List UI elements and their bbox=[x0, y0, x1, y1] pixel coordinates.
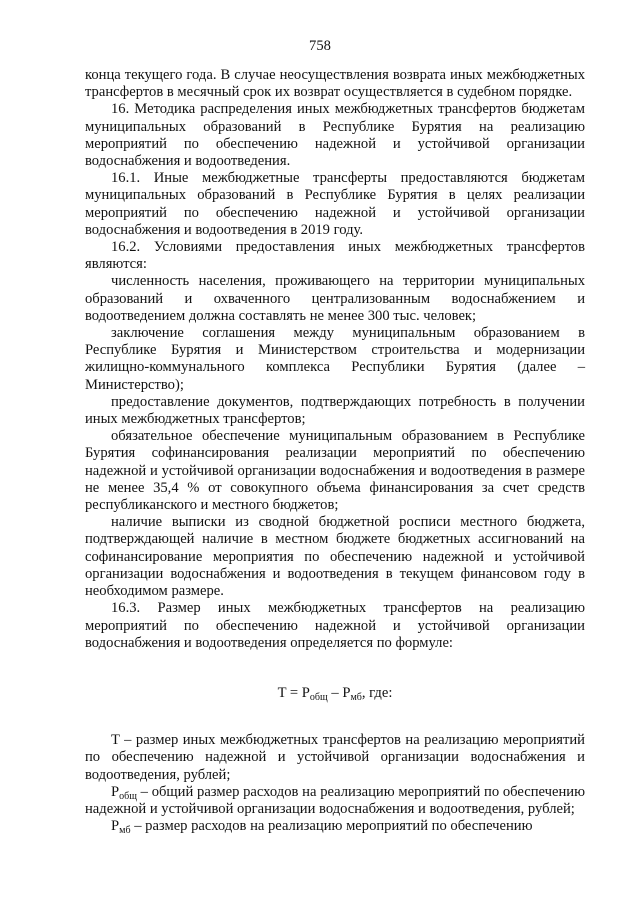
paragraph: 16.3. Размер иных межбюджетных трансфертов на реализацию мероприятий по обеспечению надежной и устойчивой организации водоснабжения и водоотведения определяется по формуле: bbox=[85, 600, 585, 651]
formula-mid: – P bbox=[327, 684, 351, 701]
definition-item bbox=[85, 732, 585, 784]
definition-subscript: общ bbox=[119, 790, 137, 802]
formula-lhs: T = P bbox=[277, 684, 310, 701]
paragraph: конца текущего года. В случае неосуществления возврата иных межбюджетных трансфертов в месячный срок их возврат осуществляется в судебном порядке. bbox=[85, 67, 585, 101]
formula-tail: , где: bbox=[361, 684, 393, 701]
definition-symbol: P bbox=[111, 783, 120, 800]
paragraph: 16.2. Условиями предоставления иных межбюджетных трансфертов являются: bbox=[85, 239, 585, 273]
definition-item bbox=[85, 818, 585, 835]
paragraph: предоставление документов, подтверждающих потребность в получении иных межбюджетных трансфертов; bbox=[85, 393, 585, 428]
page-number: 758 bbox=[309, 38, 331, 54]
paragraph: заключение соглашения между муниципальным образованием в Республике Бурятия и Министерством строительства и модернизации жилищно-коммунального комплекса Республики Бурятия (далее – Министерство); bbox=[85, 325, 585, 393]
paragraph: наличие выписки из сводной бюджетной росписи местного бюджета, подтверждающей наличие в местном бюджете бюджетных ассигнований на софинансирование мероприятия по обеспечению надежной и устойчивой организации водоснабжения и водоотведения в текущем финансовом году в необходимом размере. bbox=[85, 514, 585, 600]
definition-symbol: P bbox=[111, 818, 120, 835]
definition-text: – общий размер расходов на реализацию мероприятий по обеспечению надежной и устойчивой организации водоснабжения и водоотведения, рублей; bbox=[85, 783, 585, 817]
definition-subscript: мб bbox=[119, 825, 131, 837]
definition-item bbox=[85, 784, 585, 818]
definition-text: – размер расходов на реализацию мероприятий по обеспечению bbox=[130, 818, 533, 835]
paragraph: 16. Методика распределения иных межбюджетных трансфертов бюджетам муниципальных образований в Республике Бурятия на реализацию мероприятий по обеспечению надежной и устойчивой организации водоснабжения и водоотведения. bbox=[85, 101, 585, 170]
formula bbox=[85, 685, 585, 702]
paragraph-list bbox=[85, 67, 585, 652]
paragraph: 16.1. Иные межбюджетные трансферты предоставляются бюджетам муниципальных образований в Республике Бурятия в целях реализации мероприятий по обеспечению надежной и устойчивой организации водоснабжения и водоотведения в 2019 году. bbox=[85, 170, 585, 238]
definition-text: T – размер иных межбюджетных трансфертов на реализацию мероприятий по обеспечению надежной и устойчивой организации водоснабжения и водоотведения, рублей; bbox=[85, 732, 585, 783]
paragraph: численность населения, проживающего на территории муниципальных образований и охваченного централизованным водоснабжением и водоотведением должна составлять не менее 300 тыс. человек; bbox=[85, 273, 585, 324]
definition-list bbox=[85, 732, 585, 835]
formula-sub-total: общ bbox=[309, 691, 328, 703]
formula-sub-local: мб bbox=[350, 691, 362, 703]
paragraph: обязательное обеспечение муниципальным образованием в Республике Бурятия софинансирования реализации мероприятий по обеспечению надежной и устойчивой организации водоснабжения и водоотведения в размере не менее 35,4 % от совокупного объема финансирования за счет средств республиканского и местного бюджетов; bbox=[85, 428, 585, 514]
document-body bbox=[85, 67, 585, 835]
